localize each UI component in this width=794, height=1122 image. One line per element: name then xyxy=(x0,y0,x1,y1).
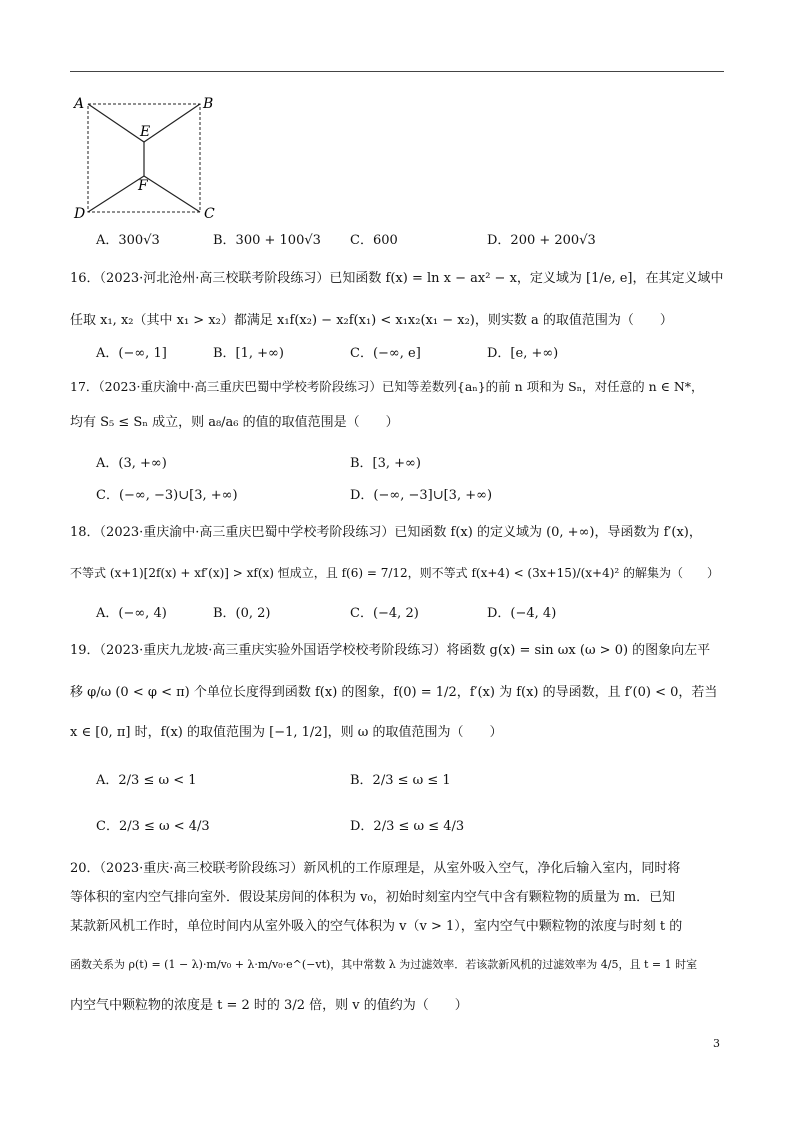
segment-fd xyxy=(88,176,144,212)
label-a: A xyxy=(74,96,85,112)
q16-option-a[interactable]: A．(−∞, 1] xyxy=(96,346,167,361)
header-rule xyxy=(70,71,724,72)
segment-fc xyxy=(144,176,200,212)
q16-stem-line2: 任取 x₁, x₂（其中 x₁ > x₂）都满足 x₁f(x₂) − x₂f(x₁) < x₁x₂(x₁ − x₂)，则实数 a 的取值范围为（ ） xyxy=(70,313,673,328)
q20-stem-line5: 内空气中颗粒物的浓度是 t = 2 时的 3/2 倍，则 v 的值约为（ ） xyxy=(70,998,468,1013)
q15-option-c[interactable]: C．600 xyxy=(350,233,398,248)
q15-option-a[interactable]: A．300√3 xyxy=(96,233,160,248)
q20-stem-line3: 某款新风机工作时，单位时间内从室外吸入的空气体积为 v（v > 1），室内空气中颗粒物的浓度与时刻 t 的 xyxy=(70,919,683,934)
q19-option-d[interactable]: D．2/3 ≤ ω ≤ 4/3 xyxy=(350,819,465,834)
segment-be xyxy=(144,104,200,142)
q20-stem-line2: 等体积的室内空气排向室外．假设某房间的体积为 v₀，初始时刻室内空气中含有颗粒物的质量为 m．已知 xyxy=(70,890,676,905)
q17-option-a[interactable]: A．(3, +∞) xyxy=(96,456,167,471)
geometry-figure xyxy=(70,92,230,227)
q17-option-b[interactable]: B．[3, +∞) xyxy=(350,456,421,471)
q17-stem-line1: 17．（2023·重庆渝中·高三重庆巴蜀中学校考阶段练习）已知等差数列{aₙ}的前 n 项和为 Sₙ，对任意的 n ∈ N*， xyxy=(70,379,704,394)
q19-stem-line3: x ∈ [0, π] 时，f(x) 的取值范围为 [−1, 1/2]，则 ω 的取值范围为（ ） xyxy=(70,725,503,740)
q18-option-d[interactable]: D．(−4, 4) xyxy=(487,606,557,621)
q16-option-c[interactable]: C．(−∞, e] xyxy=(350,346,421,361)
q16-option-d[interactable]: D．[e, +∞) xyxy=(487,346,559,361)
q17-stem-line2: 均有 S₅ ≤ Sₙ 成立，则 a₈/a₆ 的值的取值范围是（ ） xyxy=(70,415,399,430)
label-f: F xyxy=(138,178,148,194)
q19-stem-line2: 移 φ/ω (0 < φ < π) 个单位长度得到函数 f(x) 的图象，f(0) = 1/2，f′(x) 为 f(x) 的导函数，且 f′(0) < 0，若当 xyxy=(70,685,718,700)
label-c: C xyxy=(204,206,215,222)
segment-ae xyxy=(88,104,144,142)
label-d: D xyxy=(74,206,86,222)
q18-stem-line1: 18．（2023·重庆渝中·高三重庆巴蜀中学校考阶段练习）已知函数 f(x) 的定义域为 (0, +∞)，导函数为 f′(x)， xyxy=(70,525,702,540)
q18-option-a[interactable]: A．(−∞, 4) xyxy=(96,606,167,621)
label-b: B xyxy=(203,96,214,112)
q18-option-b[interactable]: B．(0, 2) xyxy=(213,606,271,621)
q17-option-d[interactable]: D．(−∞, −3]∪[3, +∞) xyxy=(350,488,493,503)
q19-option-b[interactable]: B．2/3 ≤ ω ≤ 1 xyxy=(350,773,451,788)
q16-stem-line1: 16．（2023·河北沧州·高三校联考阶段练习）已知函数 f(x) = ln x − ax² − x，定义域为 [1/e, e]，在其定义域中 xyxy=(70,271,724,286)
q20-stem-line4: 函数关系为 ρ(t) = (1 − λ)·m/v₀ + λ·m/v₀·e^(−vt)，其中常数 λ 为过滤效率．若该款新风机的过滤效率为 4/5，且 t = 1 时室 xyxy=(70,958,698,971)
q18-option-c[interactable]: C．(−4, 2) xyxy=(350,606,419,621)
q17-option-c[interactable]: C．(−∞, −3)∪[3, +∞) xyxy=(96,488,238,503)
q19-stem-line1: 19．（2023·重庆九龙坡·高三重庆实验外国语学校校考阶段练习）将函数 g(x) = sin ωx (ω > 0) 的图象向左平 xyxy=(70,643,711,658)
q18-stem-line2: 不等式 (x+1)[2f(x) + xf′(x)] > xf(x) 恒成立，且 f(6) = 7/12，则不等式 f(x+4) < (3x+15)/(x+4)² 的解集为（ ） xyxy=(70,566,720,580)
label-e: E xyxy=(140,124,151,140)
q19-option-c[interactable]: C．2/3 ≤ ω < 4/3 xyxy=(96,819,210,834)
q20-stem-line1: 20．（2023·重庆·高三校联考阶段练习）新风机的工作原理是，从室外吸入空气，净化后输入室内，同时将 xyxy=(70,861,681,876)
q15-option-b[interactable]: B．300 + 100√3 xyxy=(213,233,321,248)
q16-option-b[interactable]: B．[1, +∞) xyxy=(213,346,284,361)
q15-option-d[interactable]: D．200 + 200√3 xyxy=(487,233,596,248)
page-number: 3 xyxy=(713,1037,720,1050)
q19-option-a[interactable]: A．2/3 ≤ ω < 1 xyxy=(96,773,197,788)
